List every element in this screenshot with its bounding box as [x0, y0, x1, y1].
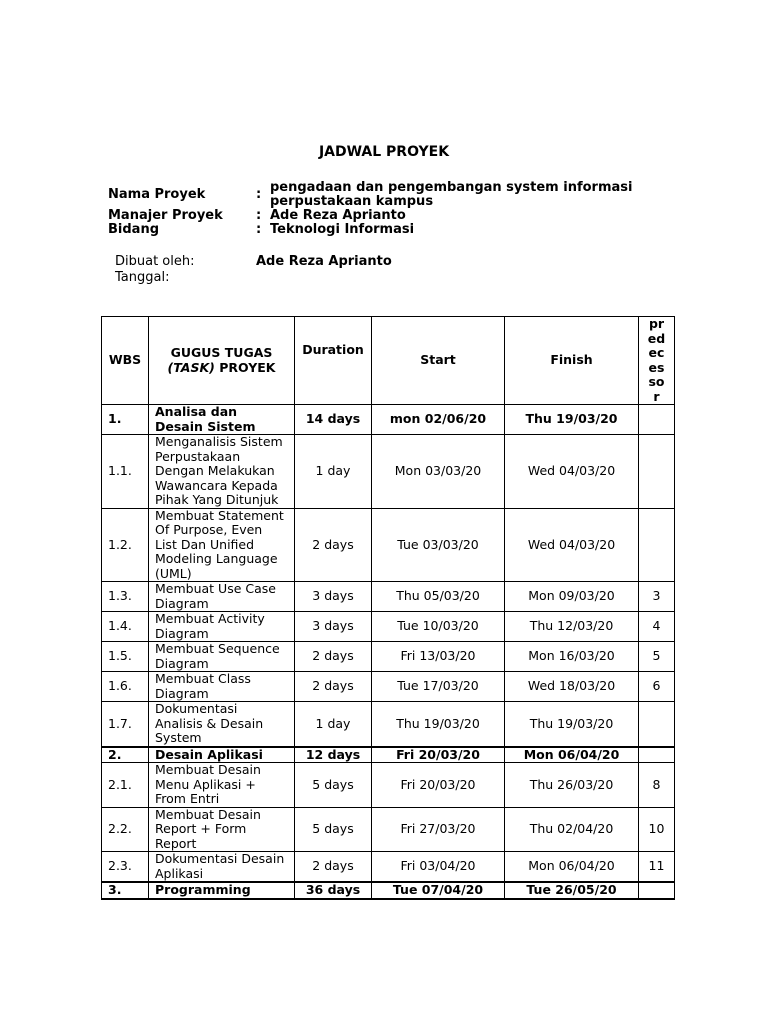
cell-start: Thu 05/03/20	[372, 582, 505, 612]
task-line: Pihak Yang Ditunjuk	[155, 492, 279, 507]
table-row	[102, 582, 675, 612]
table-row	[102, 807, 675, 852]
cell-duration: 12 days	[295, 747, 372, 763]
header-duration: Duration	[295, 317, 372, 405]
cell-wbs: 1.	[102, 405, 149, 435]
cell-predecessor: 11	[639, 852, 675, 883]
cell-start: Tue 17/03/20	[372, 672, 505, 702]
bidang-value: Teknologi Informasi	[270, 222, 415, 237]
cell-duration: 1 day	[295, 435, 372, 509]
cell-finish: Thu 12/03/20	[505, 612, 639, 642]
cell-duration: 3 days	[295, 612, 372, 642]
table-row	[102, 882, 675, 899]
dibuat-oleh-value: Ade Reza Aprianto	[256, 254, 392, 269]
cell-task	[149, 882, 295, 899]
header-predecessor-line: pr	[648, 316, 665, 331]
header-predecessor-line: so	[648, 374, 665, 389]
cell-wbs: 1.7.	[102, 702, 149, 747]
cell-predecessor: 5	[639, 642, 675, 672]
cell-task	[149, 807, 295, 852]
header-predecessor-line: ec	[648, 345, 665, 360]
task-line: Modeling Language	[155, 551, 278, 566]
cell-finish: Mon 16/03/20	[505, 642, 639, 672]
table-row	[102, 642, 675, 672]
cell-predecessor: 3	[639, 582, 675, 612]
cell-duration: 3 days	[295, 582, 372, 612]
task-line: Membuat Desain	[155, 806, 261, 822]
task-line: From Entri	[155, 791, 220, 806]
task-line: Membuat Statement	[155, 507, 284, 523]
table-header-row	[102, 317, 675, 405]
colon: :	[256, 222, 262, 237]
header-task-part3: PROYEK	[214, 359, 276, 375]
task-line: Aplikasi	[155, 865, 204, 881]
task-line: Of Purpose, Even	[155, 522, 263, 537]
cell-duration: 2 days	[295, 852, 372, 883]
cell-task	[149, 672, 295, 702]
cell-task	[149, 763, 295, 808]
header-predecessor-line: es	[648, 359, 665, 375]
cell-task	[149, 435, 295, 509]
manajer-proyek-value: Ade Reza Aprianto	[270, 208, 406, 223]
cell-task	[149, 642, 295, 672]
cell-predecessor	[639, 508, 675, 582]
task-line: Report + Form	[155, 821, 247, 836]
page-title: JADWAL PROYEK	[318, 144, 450, 160]
header-predecessor-line: r	[653, 388, 660, 404]
cell-duration: 5 days	[295, 763, 372, 808]
cell-finish: Thu 26/03/20	[505, 763, 639, 808]
cell-finish: Thu 19/03/20	[505, 405, 639, 435]
cell-duration: 14 days	[295, 405, 372, 435]
task-line: System	[155, 730, 202, 745]
cell-finish: Wed 04/03/20	[505, 508, 639, 582]
cell-task	[149, 405, 295, 435]
cell-wbs: 1.5.	[102, 642, 149, 672]
cell-finish: Thu 02/04/20	[505, 807, 639, 852]
cell-duration: 36 days	[295, 882, 372, 899]
table-row	[102, 612, 675, 642]
task-line: Analisis & Desain	[155, 715, 264, 731]
task-line: Perpustakaan	[155, 448, 241, 464]
task-line: Desain Aplikasi	[155, 746, 263, 762]
task-line: Membuat Desain	[155, 762, 261, 777]
cell-predecessor: 6	[639, 672, 675, 702]
colon: :	[256, 187, 262, 202]
table-row	[102, 405, 675, 435]
task-line: Dokumentasi Desain	[155, 851, 285, 866]
cell-finish: Mon 09/03/20	[505, 582, 639, 612]
cell-predecessor	[639, 747, 675, 763]
header-finish: Finish	[505, 317, 639, 405]
header-task	[149, 317, 295, 405]
table-row	[102, 852, 675, 883]
cell-start: Fri 20/03/20	[372, 747, 505, 763]
cell-start: Mon 03/03/20	[372, 435, 505, 509]
cell-wbs: 2.	[102, 747, 149, 763]
cell-task	[149, 852, 295, 883]
cell-finish: Mon 06/04/20	[505, 747, 639, 763]
cell-start: Tue 10/03/20	[372, 612, 505, 642]
cell-finish: Wed 04/03/20	[505, 435, 639, 509]
header-predecessor-line: ed	[647, 330, 666, 346]
schedule-table	[101, 316, 675, 900]
table-row	[102, 672, 675, 702]
cell-task	[149, 702, 295, 747]
header-task-part2: (TASK)	[167, 359, 215, 375]
cell-start: Fri 13/03/20	[372, 642, 505, 672]
table-row	[102, 435, 675, 509]
cell-wbs: 1.6.	[102, 672, 149, 702]
cell-duration: 1 day	[295, 702, 372, 747]
cell-duration: 2 days	[295, 642, 372, 672]
task-line: Analisa dan	[155, 404, 238, 419]
task-line: Diagram	[155, 655, 209, 671]
header-predecessor	[639, 317, 675, 405]
nama-proyek-value-line2: perpustakaan kampus	[270, 194, 434, 209]
cell-predecessor	[639, 405, 675, 435]
header-predecessor-text	[639, 317, 674, 404]
cell-start: Tue 03/03/20	[372, 508, 505, 582]
cell-task	[149, 508, 295, 582]
table-row	[102, 763, 675, 808]
cell-predecessor: 8	[639, 763, 675, 808]
task-line: (UML)	[155, 565, 192, 581]
cell-duration: 5 days	[295, 807, 372, 852]
task-line: Menganalisis Sistem	[155, 434, 283, 449]
cell-task	[149, 582, 295, 612]
cell-task	[149, 747, 295, 763]
dibuat-oleh-label: Dibuat oleh:	[115, 254, 195, 269]
task-line: Membuat Use Case	[155, 581, 276, 596]
task-line: Membuat Sequence	[155, 641, 280, 656]
cell-wbs: 2.3.	[102, 852, 149, 883]
colon: :	[256, 208, 262, 223]
task-line: Dengan Melakukan	[155, 463, 275, 478]
nama-proyek-value-line1: pengadaan dan pengembangan system informasi	[270, 180, 633, 195]
cell-start: Fri 03/04/20	[372, 852, 505, 883]
cell-wbs: 1.4.	[102, 612, 149, 642]
task-line: Programming	[155, 882, 251, 897]
task-line: Wawancara Kepada	[155, 477, 278, 493]
bidang-label: Bidang	[108, 222, 160, 237]
cell-wbs: 2.2.	[102, 807, 149, 852]
task-line: Dokumentasi	[155, 701, 238, 716]
cell-start: Fri 27/03/20	[372, 807, 505, 852]
cell-start: Fri 20/03/20	[372, 763, 505, 808]
task-line: Desain Sistem	[155, 418, 256, 434]
cell-task	[149, 612, 295, 642]
task-line: Diagram	[155, 595, 209, 611]
cell-finish: Wed 18/03/20	[505, 672, 639, 702]
cell-wbs: 2.1.	[102, 763, 149, 808]
task-line: List Dan Unified	[155, 536, 255, 552]
table-row	[102, 747, 675, 763]
cell-start: Thu 19/03/20	[372, 702, 505, 747]
task-line: Report	[155, 835, 197, 851]
cell-duration: 2 days	[295, 508, 372, 582]
task-line: Diagram	[155, 685, 209, 701]
header-task-part1: GUGUS TUGAS	[170, 345, 273, 360]
header-wbs: WBS	[102, 317, 149, 405]
task-line: Menu Aplikasi +	[155, 776, 256, 792]
manajer-proyek-label: Manajer Proyek	[108, 208, 223, 223]
tanggal-label: Tanggal:	[115, 270, 170, 285]
cell-predecessor: 10	[639, 807, 675, 852]
cell-predecessor: 4	[639, 612, 675, 642]
cell-start: Tue 07/04/20	[372, 882, 505, 899]
cell-finish: Tue 26/05/20	[505, 882, 639, 899]
task-line: Membuat Class	[155, 671, 251, 686]
cell-duration: 2 days	[295, 672, 372, 702]
cell-wbs: 1.2.	[102, 508, 149, 582]
cell-wbs: 3.	[102, 882, 149, 899]
table-row	[102, 702, 675, 747]
cell-finish: Mon 06/04/20	[505, 852, 639, 883]
cell-finish: Thu 19/03/20	[505, 702, 639, 747]
cell-wbs: 1.3.	[102, 582, 149, 612]
task-line: Membuat Activity	[155, 611, 265, 626]
cell-start: mon 02/06/20	[372, 405, 505, 435]
cell-predecessor	[639, 882, 675, 899]
header-start: Start	[372, 317, 505, 405]
task-line: Diagram	[155, 625, 209, 641]
cell-predecessor	[639, 435, 675, 509]
table-row	[102, 508, 675, 582]
cell-predecessor	[639, 702, 675, 747]
cell-wbs: 1.1.	[102, 435, 149, 509]
nama-proyek-label: Nama Proyek	[108, 187, 206, 202]
